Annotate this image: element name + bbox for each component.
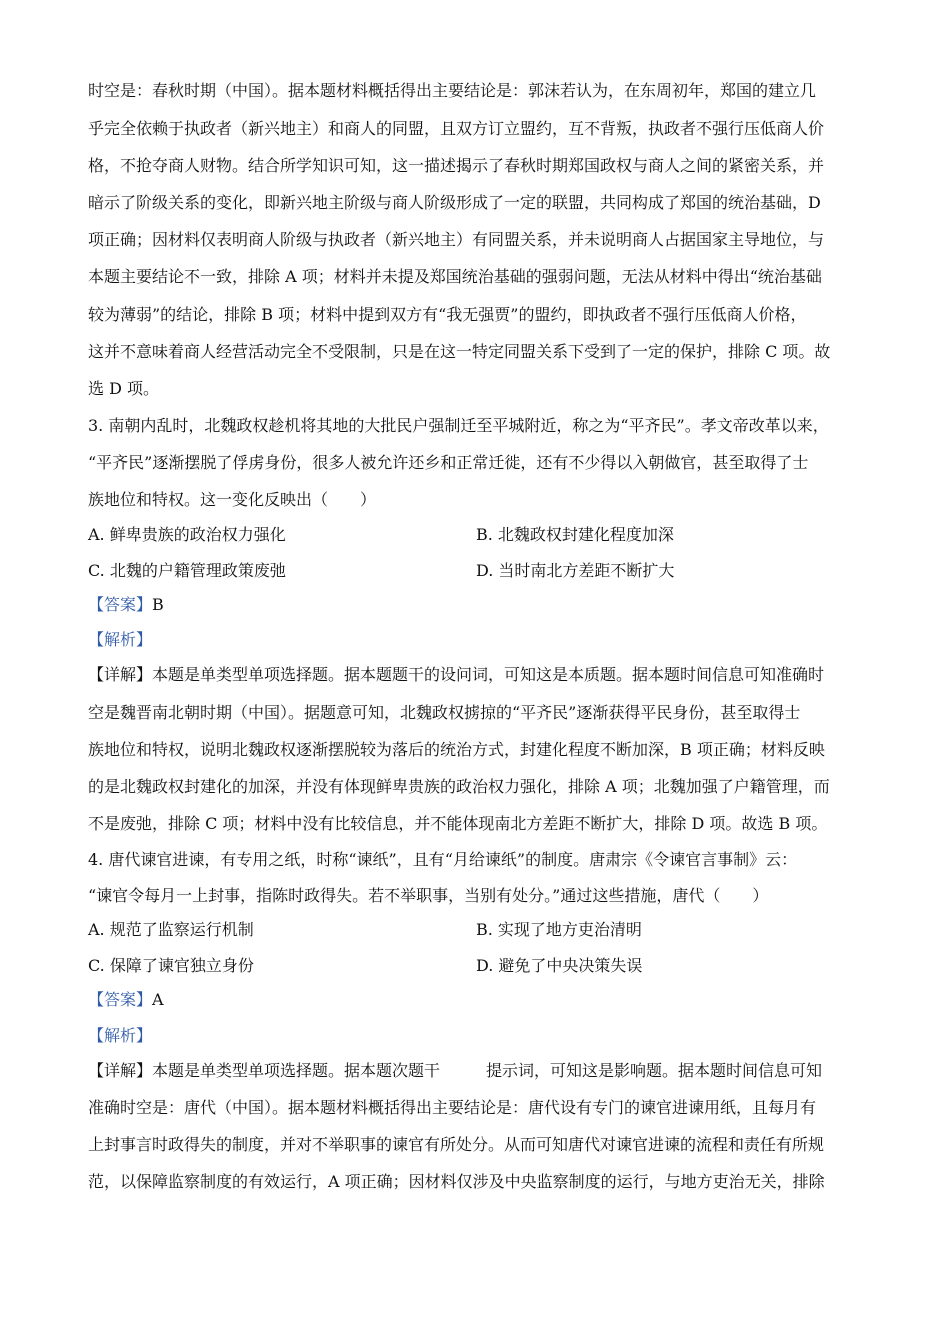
question-3-detail: 空是魏晋南北朝时期（中国）。据题意可知，北魏政权掳掠的“平齐民”逐渐获得平民身份，甚至取得士 [88, 703, 801, 722]
detail-tag: 【详解】 [88, 1061, 153, 1080]
question-4-option-a: A. 规范了监察运行机制 [88, 920, 254, 939]
question-4-answer [88, 990, 164, 1010]
answer-tag: 【答案】 [88, 595, 153, 614]
question-3-detail: 不是废弛，排除 C 项；材料中没有比较信息，并不能体现南北方差距不断扩大，排除 D 项。故选 B 项。 [88, 814, 828, 833]
question-3-stem: 3. 南朝内乱时，北魏政权趁机将其地的大批民户强制迁至平城附近，称之为“平齐民”。孝文帝改革以来， [88, 416, 829, 435]
question-3-detail: 族地位和特权，说明北魏政权逐渐摆脱较为落后的统治方式，封建化程度不断加深，B 项正确；材料反映 [88, 740, 825, 759]
question-3-analysis-tag: 【解析】 [88, 630, 153, 649]
answer-value: A [152, 990, 164, 1009]
question-4-detail: 【详解】本题是单类型单项选择题。据本题次题干 提示词，可知这是影响题。据本题时间信息可知 [88, 1061, 823, 1080]
explanation-line: 格，不抢夺商人财物。结合所学知识可知，这一描述揭示了春秋时期郑国政权与商人之间的紧密关系，并 [88, 156, 825, 175]
answer-value: B [152, 595, 164, 614]
explanation-line: 项正确；因材料仅表明商人阶级与执政者（新兴地主）有同盟关系，并未说明商人占据国家主导地位，与 [88, 230, 825, 249]
explanation-line: 较为薄弱”的结论，排除 B 项；材料中提到双方有“我无强贾”的盟约，即执政者不强行压低商人价格， [88, 305, 807, 324]
explanation-line: 本题主要结论不一致，排除 A 项；材料并未提及郑国统治基础的强弱问题，无法从材料中得出“统治基础 [88, 267, 822, 286]
explanation-line: 选 D 项。 [88, 379, 160, 398]
detail-tag: 【详解】 [88, 665, 153, 684]
question-3-option-c: C. 北魏的户籍管理政策废弛 [88, 561, 286, 580]
question-3-option-b: B. 北魏政权封建化程度加深 [476, 525, 674, 544]
question-3-option-a: A. 鲜卑贵族的政治权力强化 [88, 525, 286, 544]
question-3-detail: 的是北魏政权封建化的加深，并没有体现鲜卑贵族的政治权力强化，排除 A 项；北魏加强了户籍管理，而 [88, 777, 830, 796]
question-4-option-b: B. 实现了地方吏治清明 [476, 920, 642, 939]
question-4-option-c: C. 保障了谏官独立身份 [88, 956, 254, 975]
question-4-stem: 4. 唐代谏官进谏，有专用之纸，时称“谏纸”，且有“月给谏纸”的制度。唐肃宗《令谏官言事制》云： [88, 850, 798, 869]
question-4-detail: 上封事言时政得失的制度，并对不举职事的谏官有所处分。从而可知唐代对谏官进谏的流程和责任有所规 [88, 1135, 825, 1154]
explanation-line: 暗示了阶级关系的变化，即新兴地主阶级与商人阶级形成了一定的联盟，共同构成了郑国的统治基础，D [88, 193, 821, 212]
question-4-stem: “谏官令每月一上封事，指陈时政得失。若不举职事，当别有处分。”通过这些措施，唐代（ ） [88, 886, 769, 905]
explanation-line: 乎完全依赖于执政者（新兴地主）和商人的同盟，且双方订立盟约，互不背叛，执政者不强行压低商人价 [88, 119, 825, 138]
explanation-line: 时空是：春秋时期（中国）。据本题材料概括得出主要结论是：郭沫若认为，在东周初年，郑国的建立几 [88, 81, 817, 100]
question-4-option-d: D. 避免了中央决策失误 [476, 956, 643, 975]
answer-tag: 【答案】 [88, 990, 153, 1009]
question-3-detail: 【详解】本题是单类型单项选择题。据本题题干的设问词，可知这是本质题。据本题时间信息可知准确时 [88, 665, 825, 684]
question-3-stem: 族地位和特权。这一变化反映出（ ） [88, 490, 377, 509]
question-4-detail: 准确时空是：唐代（中国）。据本题材料概括得出主要结论是：唐代设有专门的谏官进谏用纸，且每月有 [88, 1098, 817, 1117]
explanation-line: 这并不意味着商人经营活动完全不受限制，只是在这一特定同盟关系下受到了一定的保护，排除 C 项。故 [88, 342, 831, 361]
question-3-option-d: D. 当时南北方差距不断扩大 [476, 561, 675, 580]
question-3-stem: “平齐民”逐渐摆脱了俘虏身份，很多人被允许还乡和正常迁徙，还有不少得以入朝做官，甚至取得了士 [88, 453, 809, 472]
question-3-answer [88, 595, 164, 615]
question-4-analysis-tag: 【解析】 [88, 1026, 153, 1045]
question-4-detail: 范，以保障监察制度的有效运行，A 项正确；因材料仅涉及中央监察制度的运行，与地方吏治无关，排除 [88, 1172, 825, 1191]
